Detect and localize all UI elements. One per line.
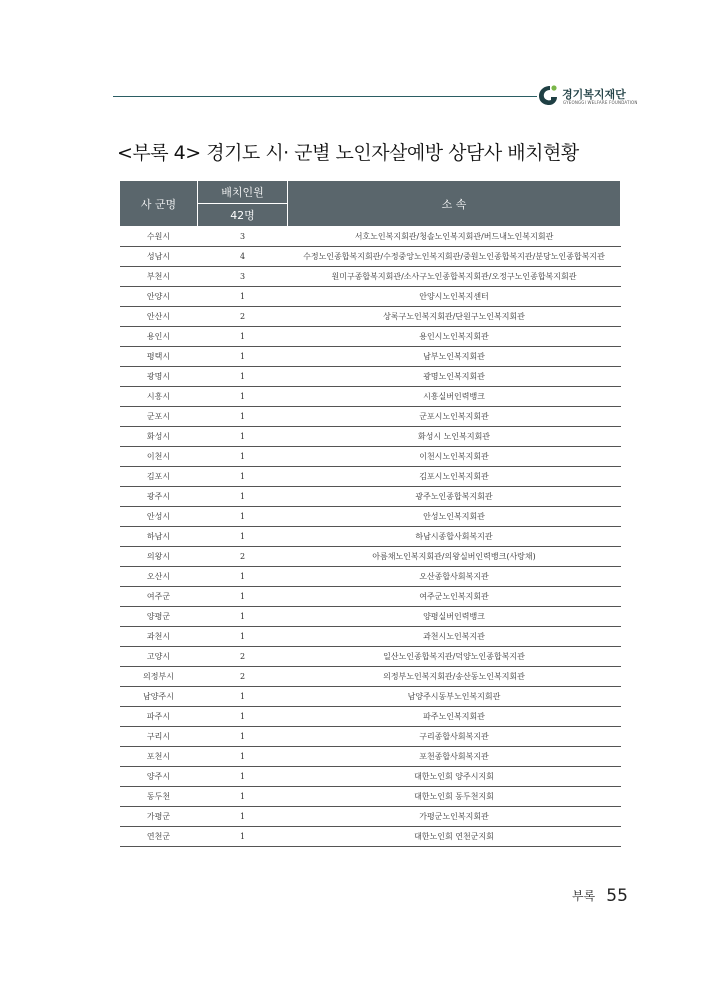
table-row — [120, 267, 621, 287]
cell-affiliation: 원미구종합복지회관/소사구노인종합복지회관/오정구노인종합복지회관 — [288, 267, 621, 287]
cell-city: 안양시 — [120, 287, 198, 307]
cell-affiliation: 양평실버인력뱅크 — [288, 607, 621, 627]
table-row — [120, 807, 621, 827]
col-header-affiliation: 소 속 — [288, 181, 621, 227]
cell-affiliation: 서호노인복지회관/청솔노인복지회관/버드내노인복지회관 — [288, 227, 621, 247]
table-row — [120, 827, 621, 847]
cell-city: 포천시 — [120, 747, 198, 767]
cell-affiliation: 김포시노인복지회관 — [288, 467, 621, 487]
cell-affiliation: 오산종합사회복지관 — [288, 567, 621, 587]
cell-count: 2 — [198, 667, 288, 687]
table-row — [120, 407, 621, 427]
cell-count: 1 — [198, 387, 288, 407]
table-row — [120, 767, 621, 787]
table-row — [120, 727, 621, 747]
cell-count: 1 — [198, 807, 288, 827]
cell-count: 1 — [198, 467, 288, 487]
table-row — [120, 707, 621, 727]
cell-count: 3 — [198, 227, 288, 247]
cell-affiliation: 안성노인복지회관 — [288, 507, 621, 527]
table-row — [120, 327, 621, 347]
cell-affiliation: 아름채노인복지회관/의왕실버인력뱅크(사랑채) — [288, 547, 621, 567]
cell-affiliation: 의정부노인복지회관/송산동노인복지회관 — [288, 667, 621, 687]
cell-city: 안성시 — [120, 507, 198, 527]
cell-affiliation: 상록구노인복지회관/단원구노인복지회관 — [288, 307, 621, 327]
table-row — [120, 507, 621, 527]
footer-label: 부록 — [572, 889, 596, 903]
logo-subtext: GYEONGGI WELFARE FOUNDATION — [563, 100, 638, 105]
cell-city: 시흥시 — [120, 387, 198, 407]
staff-table — [119, 180, 621, 847]
cell-affiliation: 포천종합사회복지관 — [288, 747, 621, 767]
col-header-staff-total: 42명 — [198, 204, 288, 227]
cell-affiliation: 과천시노인복지관 — [288, 627, 621, 647]
cell-count: 1 — [198, 347, 288, 367]
cell-city: 평택시 — [120, 347, 198, 367]
cell-city: 가평군 — [120, 807, 198, 827]
col-header-city: 사 군명 — [120, 181, 198, 227]
cell-city: 하남시 — [120, 527, 198, 547]
cell-count: 1 — [198, 487, 288, 507]
cell-count: 1 — [198, 427, 288, 447]
table-row — [120, 667, 621, 687]
cell-count: 2 — [198, 307, 288, 327]
cell-city: 안산시 — [120, 307, 198, 327]
cell-count: 4 — [198, 247, 288, 267]
cell-city: 파주시 — [120, 707, 198, 727]
cell-city: 여주군 — [120, 587, 198, 607]
cell-affiliation: 이천시노인복지회관 — [288, 447, 621, 467]
foundation-logo — [536, 83, 656, 113]
cell-count: 1 — [198, 527, 288, 547]
cell-city: 의왕시 — [120, 547, 198, 567]
col-header-staff: 배치인원 — [198, 181, 288, 204]
cell-city: 양평군 — [120, 607, 198, 627]
table-row — [120, 787, 621, 807]
cell-count: 1 — [198, 627, 288, 647]
cell-city: 구리시 — [120, 727, 198, 747]
cell-affiliation: 남부노인복지회관 — [288, 347, 621, 367]
cell-count: 1 — [198, 327, 288, 347]
cell-city: 연천군 — [120, 827, 198, 847]
table-row — [120, 227, 621, 247]
table-row — [120, 547, 621, 567]
cell-affiliation: 수정노인종합복지회관/수정중앙노인복지회관/중원노인종합복지관/분당노인종합복지관 — [288, 247, 621, 267]
cell-affiliation: 화성시 노인복지회관 — [288, 427, 621, 447]
cell-affiliation: 가평군노인복지회관 — [288, 807, 621, 827]
cell-count: 1 — [198, 607, 288, 627]
table-row — [120, 427, 621, 447]
cell-city: 오산시 — [120, 567, 198, 587]
cell-count: 1 — [198, 367, 288, 387]
cell-affiliation: 군포시노인복지회관 — [288, 407, 621, 427]
cell-affiliation: 안양시노인복지센터 — [288, 287, 621, 307]
cell-count: 1 — [198, 707, 288, 727]
cell-affiliation: 대한노인회 동두천지회 — [288, 787, 621, 807]
cell-affiliation: 시흥실버인력뱅크 — [288, 387, 621, 407]
table-row — [120, 467, 621, 487]
table-row — [120, 247, 621, 267]
cell-city: 동두천 — [120, 787, 198, 807]
table-row — [120, 647, 621, 667]
cell-affiliation: 하남시종합사회복지관 — [288, 527, 621, 547]
cell-count: 1 — [198, 407, 288, 427]
cell-city: 성남시 — [120, 247, 198, 267]
cell-count: 1 — [198, 287, 288, 307]
cell-count: 1 — [198, 787, 288, 807]
cell-city: 남양주시 — [120, 687, 198, 707]
cell-count: 1 — [198, 827, 288, 847]
cell-count: 1 — [198, 687, 288, 707]
cell-count: 3 — [198, 267, 288, 287]
logo-text: 경기복지재단 — [562, 88, 626, 101]
foundation-logo-icon — [536, 83, 560, 107]
cell-count: 1 — [198, 767, 288, 787]
cell-city: 과천시 — [120, 627, 198, 647]
cell-city: 군포시 — [120, 407, 198, 427]
cell-count: 1 — [198, 587, 288, 607]
cell-city: 광주시 — [120, 487, 198, 507]
table-row — [120, 387, 621, 407]
cell-affiliation: 대한노인회 연천군지회 — [288, 827, 621, 847]
table-row — [120, 607, 621, 627]
cell-city: 용인시 — [120, 327, 198, 347]
table-row — [120, 587, 621, 607]
table-row — [120, 447, 621, 467]
page-footer — [572, 885, 628, 906]
cell-count: 1 — [198, 727, 288, 747]
table-row — [120, 347, 621, 367]
cell-count: 1 — [198, 507, 288, 527]
table-body — [120, 227, 621, 847]
cell-count: 1 — [198, 447, 288, 467]
cell-affiliation: 파주노인복지회관 — [288, 707, 621, 727]
cell-count: 1 — [198, 747, 288, 767]
page-title: <부록 4> 경기도 시· 군별 노인자살예방 상담사 배치현황 — [117, 142, 579, 164]
cell-city: 김포시 — [120, 467, 198, 487]
table-row — [120, 567, 621, 587]
cell-city: 이천시 — [120, 447, 198, 467]
table-row — [120, 487, 621, 507]
cell-city: 양주시 — [120, 767, 198, 787]
cell-city: 부천시 — [120, 267, 198, 287]
table-row — [120, 527, 621, 547]
cell-affiliation: 광주노인종합복지회관 — [288, 487, 621, 507]
cell-count: 2 — [198, 547, 288, 567]
cell-city: 광명시 — [120, 367, 198, 387]
cell-city: 수원시 — [120, 227, 198, 247]
table-row — [120, 627, 621, 647]
cell-affiliation: 광명노인복지회관 — [288, 367, 621, 387]
cell-city: 고양시 — [120, 647, 198, 667]
cell-city: 화성시 — [120, 427, 198, 447]
cell-affiliation: 여주군노인복지회관 — [288, 587, 621, 607]
cell-affiliation: 일산노인종합복지관/덕양노인종합복지관 — [288, 647, 621, 667]
table-row — [120, 367, 621, 387]
cell-affiliation: 구리종합사회복지관 — [288, 727, 621, 747]
cell-count: 1 — [198, 567, 288, 587]
cell-affiliation: 용인시노인복지회관 — [288, 327, 621, 347]
table-row — [120, 287, 621, 307]
table-row — [120, 747, 621, 767]
header-rule — [113, 96, 537, 97]
page-number: 55 — [606, 885, 628, 906]
cell-city: 의정부시 — [120, 667, 198, 687]
cell-count: 2 — [198, 647, 288, 667]
cell-affiliation: 남양주시동부노인복지회관 — [288, 687, 621, 707]
cell-affiliation: 대한노인회 양주시지회 — [288, 767, 621, 787]
table-row — [120, 687, 621, 707]
table-row — [120, 307, 621, 327]
